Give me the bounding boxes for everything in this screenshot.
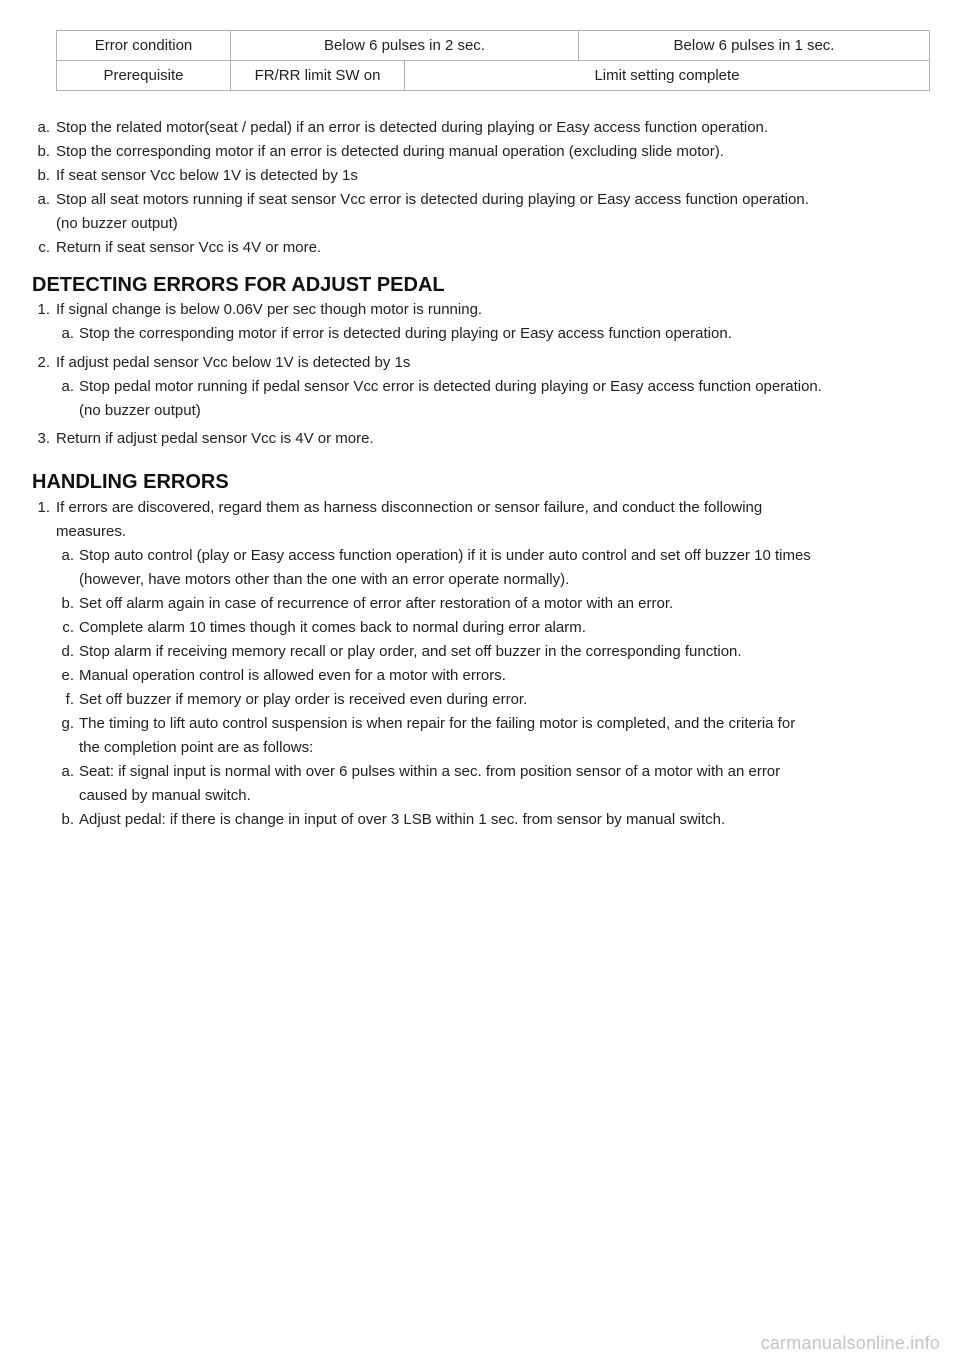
table-cell: Limit setting complete xyxy=(405,61,930,91)
list-text: Return if seat sensor Vcc is 4V or more. xyxy=(56,239,322,256)
list-text: If errors are discovered, regard them as harness disconnection or sensor failure, and conduct the following xyxy=(56,499,763,516)
list-text-continuation: the completion point are as follows: xyxy=(79,739,314,756)
table-cell: Prerequisite xyxy=(57,61,231,91)
list-item xyxy=(0,164,960,188)
list-marker: c. xyxy=(38,239,50,256)
site-watermark: carmanualsonline.info xyxy=(760,1333,940,1353)
list-text: Stop the corresponding motor if an error is detected during manual operation (excluding slide motor). xyxy=(56,143,724,160)
list-item xyxy=(0,640,960,664)
list-item xyxy=(0,188,960,236)
list-item xyxy=(0,688,960,712)
list-text: Stop the related motor(seat / pedal) if an error is detected during playing or Easy access function operation. xyxy=(56,119,769,136)
list-marker: g. xyxy=(61,715,74,732)
list-text: Set off alarm again in case of recurrence of error after restoration of a motor with an error. xyxy=(79,595,674,612)
list-text: Manual operation control is allowed even for a motor with errors. xyxy=(79,667,506,684)
list-text: If adjust pedal sensor Vcc below 1V is detected by 1s xyxy=(56,354,411,371)
pedal-errors-list xyxy=(0,298,960,346)
list-text-continuation: (no buzzer output) xyxy=(79,402,201,419)
table-row xyxy=(57,61,930,91)
list-marker: f. xyxy=(65,691,74,708)
list-text: If seat sensor Vcc below 1V is detected by 1s xyxy=(56,167,358,184)
list-text-continuation: measures. xyxy=(56,523,127,540)
table-cell: FR/RR limit SW on xyxy=(231,61,405,91)
list-text: Stop all seat motors running if seat sensor Vcc error is detected during playing or Easy access function operation. xyxy=(56,191,809,208)
list-marker: 2. xyxy=(37,354,50,371)
list-item xyxy=(0,322,960,346)
list-text: Seat: if signal input is normal with over 6 pulses within a sec. from position sensor of a motor with an error xyxy=(79,763,781,780)
list-item xyxy=(0,592,960,616)
list-marker: b. xyxy=(61,811,74,828)
list-marker: a. xyxy=(37,119,50,136)
list-text: Return if adjust pedal sensor Vcc is 4V or more. xyxy=(56,430,374,447)
list-item xyxy=(0,351,960,375)
list-item xyxy=(0,496,960,544)
list-text: Stop pedal motor running if pedal sensor Vcc error is detected during playing or Easy access function operation. xyxy=(79,378,822,395)
list-marker: b. xyxy=(61,595,74,612)
pedal-errors-list-3 xyxy=(0,427,960,451)
list-item xyxy=(0,664,960,688)
list-marker: a. xyxy=(61,763,74,780)
list-text: Adjust pedal: if there is change in input of over 3 LSB within 1 sec. from sensor by manual switch. xyxy=(79,811,726,828)
intro-list xyxy=(0,116,960,260)
list-marker: 1. xyxy=(37,301,50,318)
section-heading: HANDLING ERRORS xyxy=(32,471,229,493)
list-text: Stop the corresponding motor if error is detected during playing or Easy access function operation. xyxy=(79,325,732,342)
list-text: Stop alarm if receiving memory recall or play order, and set off buzzer in the corresponding function. xyxy=(79,643,742,660)
list-item xyxy=(0,616,960,640)
list-marker: a. xyxy=(37,191,50,208)
list-marker: d. xyxy=(61,643,74,660)
table-cell: Error condition xyxy=(57,31,231,61)
list-marker: b. xyxy=(37,143,50,160)
list-text: Complete alarm 10 times though it comes back to normal during error alarm. xyxy=(79,619,586,636)
list-item xyxy=(0,544,960,592)
table-row xyxy=(57,31,930,61)
pedal-errors-list-2 xyxy=(0,351,960,423)
list-item xyxy=(0,236,960,260)
list-text: If signal change is below 0.06V per sec though motor is running. xyxy=(56,301,483,318)
table-cell: Below 6 pulses in 1 sec. xyxy=(579,31,930,61)
list-text: Stop auto control (play or Easy access function operation) if it is under auto control and set off buzzer 10 times xyxy=(79,547,811,564)
list-text-continuation: (no buzzer output) xyxy=(56,215,178,232)
list-marker: e. xyxy=(61,667,74,684)
list-marker: a. xyxy=(61,325,74,342)
list-text-continuation: (however, have motors other than the one with an error operate normally). xyxy=(79,571,570,588)
list-item xyxy=(0,116,960,140)
list-marker: a. xyxy=(61,547,74,564)
section-heading: DETECTING ERRORS FOR ADJUST PEDAL xyxy=(32,274,445,296)
list-text: Set off buzzer if memory or play order is received even during error. xyxy=(79,691,528,708)
list-marker: c. xyxy=(62,619,74,636)
list-marker: b. xyxy=(37,167,50,184)
list-item xyxy=(0,375,960,423)
list-text: The timing to lift auto control suspension is when repair for the failing motor is completed, and the criteria for xyxy=(79,715,796,732)
handling-errors-list xyxy=(0,496,960,832)
list-item xyxy=(0,140,960,164)
list-item xyxy=(0,712,960,760)
list-item xyxy=(0,427,960,451)
list-item xyxy=(0,808,960,832)
list-item xyxy=(0,760,960,808)
table-cell: Below 6 pulses in 2 sec. xyxy=(231,31,579,61)
list-text-continuation: caused by manual switch. xyxy=(79,787,251,804)
error-condition-table xyxy=(56,30,930,91)
list-item xyxy=(0,298,960,322)
list-marker: 3. xyxy=(37,430,50,447)
list-marker: 1. xyxy=(37,499,50,516)
list-marker: a. xyxy=(61,378,74,395)
